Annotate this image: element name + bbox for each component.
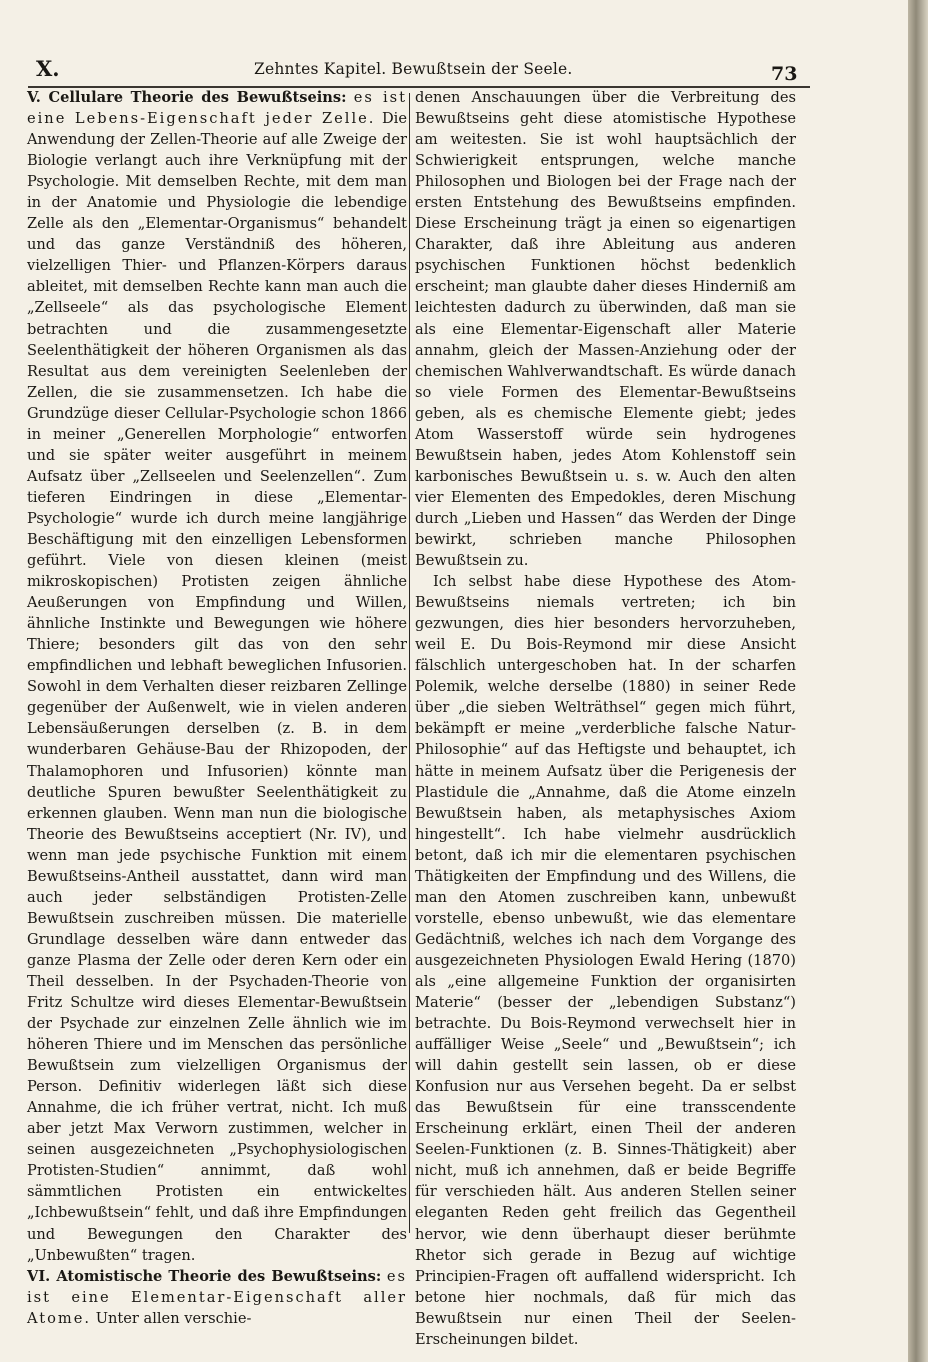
section-vi-heading: VI. Atomistische Theorie des Bewußtseins: — [27, 1267, 382, 1285]
section-vi-thesis: es ist eine Elementar-Eigenschaft aller Atome. — [27, 1267, 408, 1327]
section-v-heading: V. Cellulare Theorie des Bewußtseins: — [27, 89, 347, 106]
page-number: 73 — [771, 63, 798, 85]
section-v-thesis: es ist eine Lebens-Eigenschaft jeder Zelle. — [27, 89, 408, 128]
section-v — [27, 87, 407, 1266]
paragraph-1: denen Anschauungen über die Verbreitung des Bewußtseins geht diese atomistische Hypothese am weitesten. Sie ist wohl hauptsächlich der Schwierigkeit entsprungen, welche manche Philosophen und Biologen bei der Frage nach der ersten Entstehung des Bewußtseins empfinden. Diese Erscheinung trägt ja einen so eigenartigen Charakter, daß ihre Ableitung aus anderen psychischen Funktionen höchst bedenklich erscheint; man glaubte daher dieses Hinderniß am leichtesten dadurch zu überwinden, daß man sie als eine Elementar-Eigenschaft aller Materie annahm, gleich der Massen-Anziehung oder der chemischen Wahlverwandtschaft. Es würde danach so viele Formen des Elementar-Bewußtseins geben, als es chemische Elemente giebt; jedes Atom Wasserstoff würde sein hydrogenes Bewußtsein haben, jedes Atom Kohlenstoff sein karbonisches Bewußtsein u. s. w. Auch den alten vier Elementen des Empedokles, deren Mischung durch „Lieben und Hassen“ das Werden der Dinge bewirkt, schrieben manche Philosophen Bewußtsein zu. — [415, 89, 796, 570]
chapter-numeral: X. — [36, 56, 60, 81]
column-divider — [409, 93, 410, 1233]
running-header — [30, 56, 810, 82]
running-title: Zehntes Kapitel. Bewußtsein der Seele. — [254, 60, 573, 78]
book-gutter — [908, 0, 928, 1362]
section-v-body: Die Anwendung der Zellen-Theorie auf alle Zweige der Biologie verlangt auch ihre Verknüpfung mit der Psychologie. Mit demselben Rechte, mit dem man in der Anatomie und Physiologie die lebendige Zelle als den „Elementar-Organismus“ behandelt und das ganze Verständniß des höheren, vielzelligen Thier- und Pflanzen-Körpers daraus ableitet, mit demselben Rechte kann man auch die „Zellseele“ als das psychologische Element betrachten und die zusammengesetzte Seelenthätigkeit der höheren Organismen als das Resultat aus dem vereinigten Seelenleben der Zellen, die sie zusammensetzen. Ich habe die Grundzüge dieser Cellular-Psychologie schon 1866 in meiner „Generellen Morphologie“ entworfen und sie später weiter ausgeführt in meinem Aufsatz über „Zellseelen und Seelenzellen“. Zum tieferen Eindringen in diese „Elementar-Psychologie“ wurde ich durch meine langjährige Beschäftigung mit den einzelligen Lebensformen geführt. Viele von diesen kleinen (meist mikroskopischen) Protisten zeigen ähnliche Aeußerungen von Empfindung und Willen, ähnliche Instinkte und Bewegungen wie höhere Thiere; besonders gilt das von den sehr empfindlichen und lebhaft beweglichen Infusorien. Sowohl in dem Verhalten dieser reizbaren Zellinge gegenüber der Außenwelt, wie in vielen anderen Lebensäußerungen derselben (z. B. in dem wunderbaren Gehäuse-Bau der Rhizopoden, der Thalamophoren und Infusorien) könnte man deutliche Spuren bewußter Seelenthätigkeit zu erkennen glauben. Wenn man nun die biologische Theorie des Bewußtseins acceptiert (Nr. IV), und wenn man jede psychische Funktion mit einem Bewußtseins-Antheil ausstattet, dann wird man auch jeder selbständigen Protisten-Zelle Bewußtsein zuschreiben müssen. Die materielle Grundlage desselben wäre dann entweder das ganze Plasma der Zelle oder deren Kern oder ein Theil desselben. In der Psychaden-Theorie von Fritz Schultze wird dieses Elementar-Bewußtsein der Psychade zur einzelnen Zelle ähnlich wie im höheren Thiere und im Menschen das persönliche Bewußtsein zum vielzelligen Organismus der Person. Definitiv widerlegen läßt sich diese Annahme, die ich früher vertrat, nicht. Ich muß aber jetzt Max Verworn zustimmen, welcher in seinen ausgezeichneten „Psychophysiologischen Protisten-Studien“ annimmt, daß wohl sämmtlichen Protisten ein entwickeltes „Ichbewußtsein“ fehlt, und daß ihre Empfindungen und Bewegungen den Charakter des „Unbewußten“ tragen. — [27, 110, 407, 1264]
section-vi — [27, 1266, 407, 1329]
paragraph-2: Ich selbst habe diese Hypothese des Atom-Bewußtseins niemals vertreten; ich bin gezwungen, dies hier besonders hervorzuheben, weil E. Du Bois-Reymond mir diese Ansicht fälschlich untergeschoben hat. In der scharfen Polemik, welche derselbe (1880) in seiner Rede über „die sieben Welträthsel“ gegen mich führt, bekämpft er meine „verderbliche falsche Natur-Philosophie“ auf das Heftigste und behauptet, ich hätte in meinem Aufsatz über die Perigenesis der Plastidule die „Annahme, daß die Atome einzeln Bewußtsein haben, als metaphysisches Axiom hingestellt“. Ich habe vielmehr ausdrücklich betont, daß ich mir die elementaren psychischen Thätigkeiten der Empfindung und des Willens, die man den Atomen zuschreiben kann, unbewußt vorstelle, ebenso unbewußt, wie das elementare Gedächtniß, welches ich nach dem Vorgange des ausgezeichneten Physiologen Ewald Hering (1870) als „eine allgemeine Funktion der organisirten Materie“ (besser der „lebendigen Substanz“) betrachte. Du Bois-Reymond verwechselt hier in auffälliger Weise „Seele“ und „Bewußtsein“; ich will dahin gestellt sein lassen, ob er diese Konfusion nur aus Versehen begeht. Da er selbst das Bewußtsein für eine transscendente Erscheinung erklärt, einen Theil der anderen Seelen-Funktionen (z. B. Sinnes-Thätigkeit) aber nicht, muß ich annehmen, daß er beide Begriffe für verschieden hält. Aus anderen Stellen seiner eleganten Reden geht freilich das Gegentheil hervor, wie denn überhaupt dieser berühmte Rhetor sich gerade in Bezug auf wichtige Principien-Fragen oft auffallend widerspricht. Ich betone hier nochmals, daß für mich das Bewußtsein nur einen Theil der Seelen-Erscheinungen bildet. — [415, 573, 796, 1348]
section-vi-start: Unter allen verschie- — [95, 1309, 252, 1327]
right-column — [415, 87, 796, 1348]
left-column — [27, 87, 408, 1327]
